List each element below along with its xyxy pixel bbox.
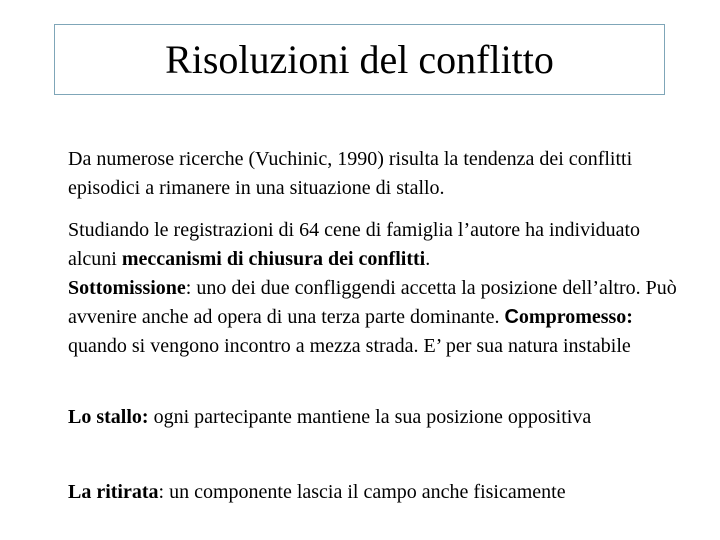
intro-period: . bbox=[425, 248, 431, 270]
paragraph-stallo bbox=[68, 403, 688, 432]
sottomissione-text: : uno dei due confliggendi accetta la posizione dell’altro. Può avvenire anche ad opera di una terza parte dominante. bbox=[68, 277, 677, 328]
paragraph-ritirata bbox=[68, 478, 688, 507]
compromesso-term: ompromesso: bbox=[518, 306, 633, 328]
slide-title: Risoluzioni del conflitto bbox=[165, 36, 554, 82]
sottomissione-term: Sottomissione bbox=[68, 277, 186, 299]
paragraph-text: Da numerose ricerche (Vuchinic, 1990) risulta la tendenza dei conflitti episodici a rimanere in una situazione di stallo. bbox=[68, 148, 633, 199]
paragraph-mechanisms bbox=[68, 216, 688, 361]
ritirata-text: : un componente lascia il campo anche fisicamente bbox=[158, 481, 566, 503]
mechanisms-term: meccanismi di chiusura dei conflitti bbox=[121, 248, 426, 270]
paragraph-vuchinic bbox=[68, 145, 688, 203]
stallo-text: ogni partecipante mantiene la sua posizione oppositiva bbox=[148, 406, 592, 428]
compromesso-term-initial: C bbox=[504, 306, 519, 328]
intro-text: Studiando le registrazioni di 64 cene di famiglia l’autore ha individuato alcuni bbox=[68, 219, 641, 270]
stallo-term: Lo stallo: bbox=[68, 406, 149, 428]
ritirata-term: La ritirata bbox=[68, 481, 159, 503]
compromesso-text: quando si vengono incontro a mezza strada. E’ per sua natura instabile bbox=[68, 335, 631, 357]
title-box bbox=[54, 24, 665, 95]
